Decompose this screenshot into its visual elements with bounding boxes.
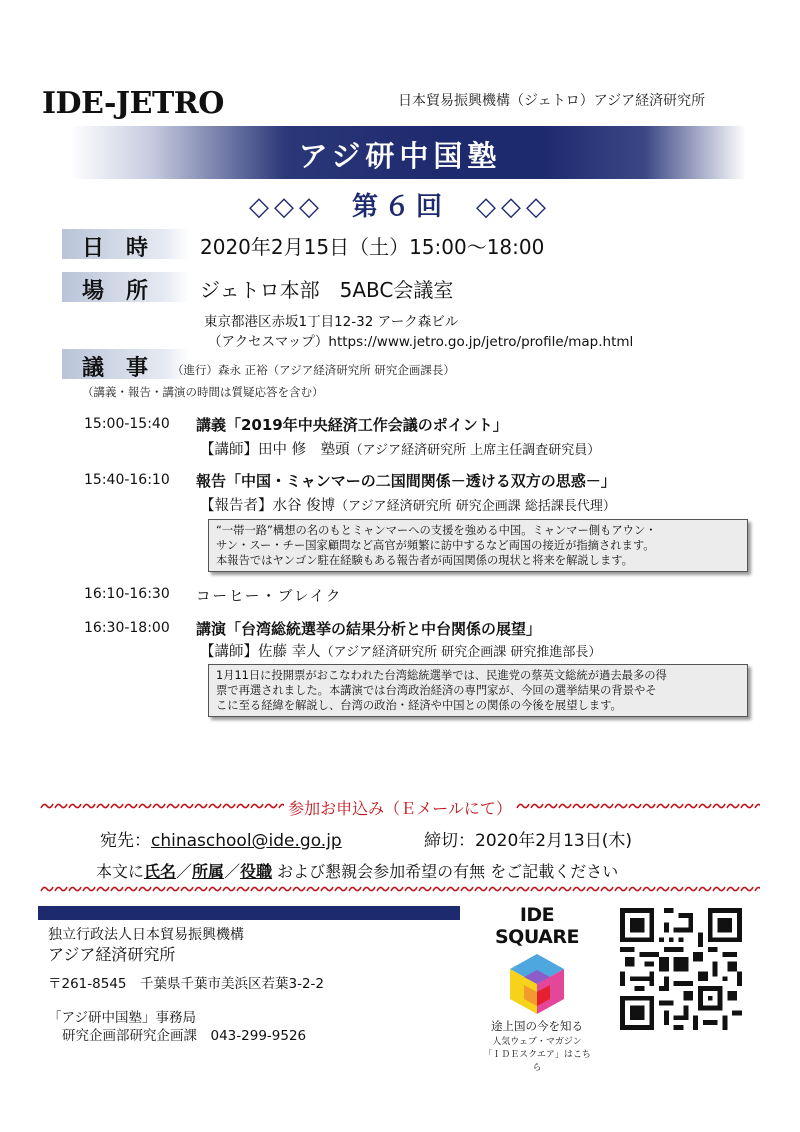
- footer-org2: アジア経済研究所: [48, 945, 176, 964]
- speaker-name: 佐藤 幸人: [258, 644, 321, 660]
- session-number: 第６回: [351, 192, 448, 222]
- access-map-link[interactable]: （アクセスマップ）https://www.jetro.go.jp/jetro/profile/map.html: [208, 334, 634, 350]
- page-title: アジ研中国塾: [298, 139, 502, 173]
- email-link[interactable]: chinaschool@ide.go.jp: [151, 831, 342, 851]
- qr-code[interactable]: [620, 908, 742, 1030]
- agenda-time: 16:10-16:30: [84, 586, 170, 602]
- separator: ／: [176, 862, 193, 881]
- address-text: 東京都港区赤坂1丁目12-32 アーク森ビル: [204, 314, 459, 330]
- wave-divider-bottom: [40, 883, 760, 895]
- separator: ／: [224, 862, 241, 881]
- footer-dept: 研究企画部研究企画課 043-299-9526: [62, 1028, 307, 1044]
- speaker-affiliation: （アジア経済研究所 研究企画課 総括課長代理）: [335, 499, 616, 514]
- agenda-speaker: [200, 640, 601, 661]
- footer-address: 〒261-8545 千葉県千葉市美浜区若葉3-2-2: [48, 976, 325, 992]
- organization-name: 日本貿易振興機構（ジェトロ）アジア経済研究所: [398, 93, 706, 109]
- ide-square-promo[interactable]: [480, 904, 594, 1073]
- deadline: 締切：2020年2月13日(木): [424, 831, 632, 851]
- ide-square-link: 「ＩＤＥスクエア」はこちら: [483, 1050, 591, 1073]
- footer-org1: 独立行政法人日本貿易振興機構: [48, 927, 244, 943]
- date-value: 2020年2月15日（土）15:00〜18:00: [200, 235, 545, 259]
- application-instructions: [96, 859, 618, 882]
- field-position: 役職: [240, 862, 273, 881]
- agenda-time: 15:00-15:40: [84, 416, 170, 432]
- agenda-title: 報告「中国・ミャンマーの二国間関係－透ける双方の思惑－」: [196, 472, 616, 490]
- agenda-speaker: [200, 494, 616, 515]
- contact-line: [100, 826, 342, 851]
- speaker-affiliation: （アジア経済研究所 上席主任調査研究員）: [349, 443, 601, 458]
- summary-line: サン・スー・チー国家顧問など高官が頻繁に訪中するなど両国の接近が指摘されます。: [216, 539, 655, 552]
- field-affiliation: 所属: [192, 862, 225, 881]
- summary-line: こに至る経緯を解説し、台湾の政治・経済や中国との関係の今後を展望します。: [216, 699, 622, 712]
- speaker-role: 【講師】: [200, 442, 258, 458]
- date-label: 日時: [82, 236, 171, 261]
- speaker-affiliation: （アジア経済研究所 研究企画課 研究推進部長）: [320, 645, 602, 660]
- diamond-left-icon: ◇◇◇: [248, 192, 324, 222]
- session-heading: [0, 186, 800, 223]
- speaker-name: 水谷 俊博: [272, 498, 336, 514]
- speaker-name: 田中 修 塾頭: [258, 442, 350, 458]
- instr-suffix: および懇親会参加希望の有無 をご記載ください: [272, 862, 619, 881]
- field-name: 氏名: [144, 862, 177, 881]
- agenda-speaker: [200, 438, 600, 459]
- application-title: [0, 796, 800, 819]
- footer-bar: [38, 906, 460, 920]
- summary-line: “一帯一路”構想の名のもとミャンマーへの支援を強める中国。ミャンマー側もアウン・: [216, 524, 657, 537]
- agenda-time: 15:40-16:10: [84, 472, 170, 488]
- application-title-text: 参加お申込み（Ｅメールにて）: [284, 799, 516, 818]
- speaker-role: 【報告者】: [200, 498, 273, 514]
- agenda-title: 講演「台湾総統選挙の結果分析と中台関係の展望」: [196, 620, 542, 638]
- agenda-note: （講義・報告・講演の時間は質疑応答を含む）: [82, 385, 324, 399]
- speaker-role: 【講師】: [200, 644, 258, 660]
- agenda-time: 16:30-18:00: [84, 620, 170, 636]
- agenda-title: 講義「2019年中央経済工作会議のポイント」: [196, 416, 508, 434]
- report-summary-box: [208, 519, 748, 572]
- footer-office: 「アジ研中国塾」事務局: [48, 1010, 196, 1026]
- summary-line: 本報告ではヤンゴン駐在経験もある報告者が両国関係の現状と将来を解説します。: [216, 554, 633, 567]
- ide-square-tagline: 途上国の今を知る: [491, 1019, 583, 1033]
- lecture-summary-box: [208, 664, 748, 717]
- chair-text: （進行）森永 正裕（アジア経済研究所 研究企画課長）: [172, 363, 455, 377]
- summary-line: 1月11日に投開票がおこなわれた台湾総統選挙では、民進党の蔡英文総統が過去最多の得: [216, 669, 667, 682]
- place-value: ジェトロ本部 5ABC会議室: [200, 278, 454, 302]
- ide-square-title: IDE SQUARE: [495, 904, 579, 948]
- coffee-break: コーヒー・ブレイク: [196, 589, 343, 605]
- agenda-label: 議事: [82, 356, 171, 381]
- ide-jetro-logo: IDE-JETRO: [42, 86, 224, 121]
- diamond-right-icon: ◇◇◇: [476, 192, 551, 222]
- ide-square-cube-icon: [502, 952, 572, 1018]
- instr-prefix: 本文に: [96, 862, 145, 881]
- to-label: 宛先：: [100, 831, 151, 851]
- summary-line: 票で再選されました。本講演では台湾政治経済の専門家が、今回の選挙結果の背景やそ: [216, 684, 657, 697]
- place-label: 場所: [82, 279, 171, 304]
- ide-square-subtitle: 人気ウェブ・マガジン: [492, 1037, 582, 1047]
